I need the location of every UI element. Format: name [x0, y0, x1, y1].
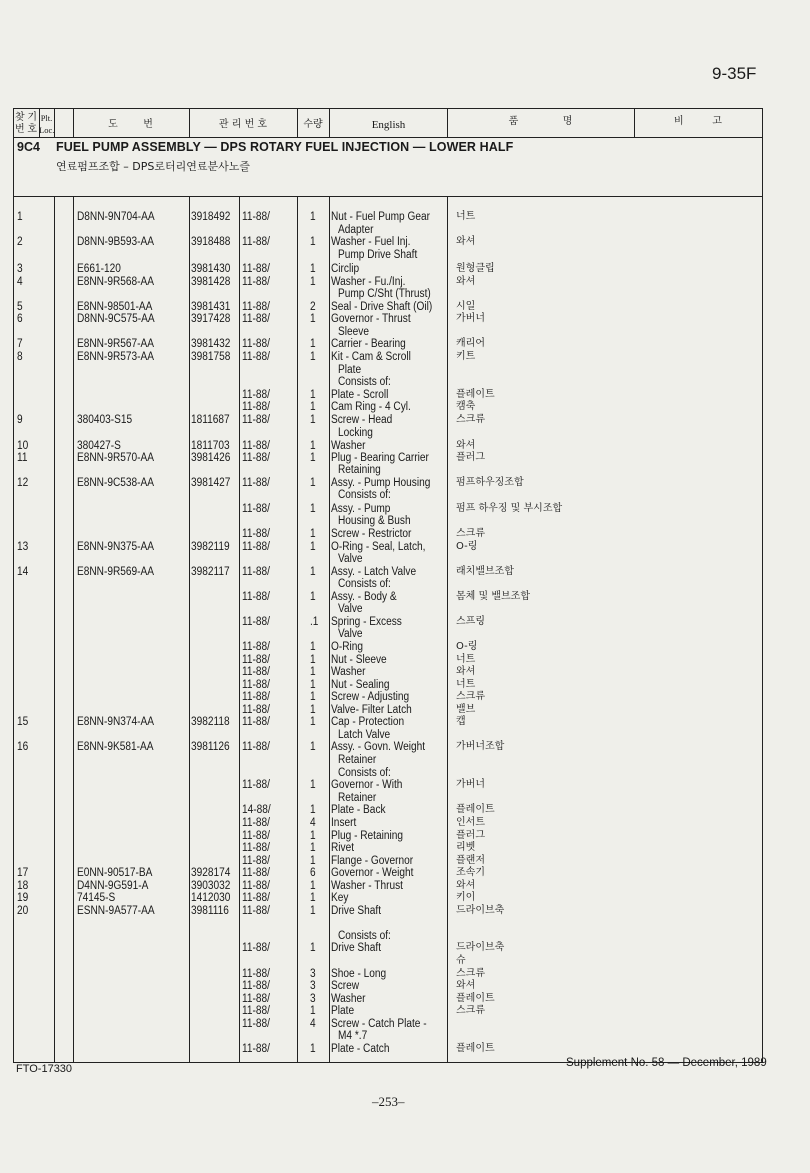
korean-description: 조속기 — [456, 867, 485, 878]
english-description: Consists of: — [338, 376, 391, 388]
korean-description: 너트 — [456, 679, 476, 690]
quantity: 1 — [310, 414, 316, 426]
english-description: M4 *.7 — [338, 1030, 368, 1042]
header-mgmt-no: 관 리 번 호 — [218, 119, 268, 130]
quantity: 1 — [310, 503, 316, 515]
find-number: 1 — [17, 211, 23, 223]
date-code: 11-88/ — [242, 880, 270, 892]
find-number: 8 — [17, 351, 23, 363]
date-code: 11-88/ — [242, 716, 270, 728]
management-number: 1811703 — [191, 440, 230, 452]
quantity: 1 — [310, 452, 316, 464]
part-number: 74145-S — [77, 892, 116, 904]
english-description: Washer - Fu./Inj. — [331, 276, 406, 288]
english-description: Spring - Excess — [331, 616, 402, 628]
management-number: 3982117 — [191, 566, 230, 578]
english-description: Rivet — [331, 842, 355, 854]
date-code: 11-88/ — [242, 842, 270, 854]
english-description: O-Ring - Seal, Latch, — [331, 541, 426, 553]
find-number: 6 — [17, 313, 23, 325]
header-english: English — [371, 119, 406, 131]
col-divider — [239, 196, 240, 1062]
part-number: E8NN-9R573-AA — [77, 351, 155, 363]
korean-description: 플러그 — [456, 452, 485, 463]
date-code: 11-88/ — [242, 338, 270, 350]
date-code: 11-88/ — [242, 741, 270, 753]
management-number: 3981430 — [191, 263, 231, 275]
management-number: 3981126 — [191, 741, 230, 753]
quantity: 1 — [310, 641, 316, 653]
quantity: 1 — [310, 1043, 316, 1055]
english-description: Assy. - Govn. Weight — [331, 741, 426, 753]
quantity: 4 — [310, 817, 316, 829]
english-description: Retainer — [338, 754, 377, 766]
english-description: Governor - Weight — [331, 867, 414, 879]
english-description: Circlip — [331, 263, 360, 275]
korean-description: 드라이브축 — [456, 942, 505, 953]
quantity: 1 — [310, 351, 316, 363]
header-find-no: 찾 기 번 호 — [14, 112, 38, 135]
english-description: Adapter — [338, 224, 374, 236]
korean-description: 플레이트 — [456, 389, 495, 400]
english-description: Screw - Adjusting — [331, 691, 410, 703]
date-code: 11-88/ — [242, 301, 270, 313]
korean-description: 밸브 — [456, 704, 476, 715]
management-number: 3982119 — [191, 541, 230, 553]
english-description: Plug - Retaining — [331, 830, 404, 842]
date-code: 11-88/ — [242, 779, 270, 791]
management-number: 3981116 — [191, 905, 229, 917]
col-divider — [329, 196, 330, 1062]
find-number: 20 — [17, 905, 29, 917]
part-number: D8NN-9N704-AA — [77, 211, 155, 223]
part-number: E0NN-90517-BA — [77, 867, 153, 879]
date-code: 11-88/ — [242, 313, 270, 325]
korean-description: 스크류 — [456, 691, 485, 702]
date-code: 11-88/ — [242, 236, 270, 248]
korean-description: 플레이트 — [456, 1043, 495, 1054]
col-divider — [54, 196, 55, 1062]
find-number: 7 — [17, 338, 23, 350]
quantity: 4 — [310, 1018, 316, 1030]
english-description: Shoe - Long — [331, 968, 387, 980]
korean-description: 인서트 — [456, 817, 485, 828]
find-number: 11 — [17, 452, 28, 464]
find-number: 3 — [17, 263, 23, 275]
quantity: 3 — [310, 993, 316, 1005]
quantity: 1 — [310, 263, 316, 275]
date-code: 11-88/ — [242, 942, 270, 954]
date-code: 11-88/ — [242, 993, 270, 1005]
date-code: 11-88/ — [242, 440, 270, 452]
find-number: 12 — [17, 477, 29, 489]
part-number: E661-120 — [77, 263, 121, 275]
find-number: 17 — [17, 867, 29, 879]
date-code: 11-88/ — [242, 503, 270, 515]
header-korean-name: 품 명 — [508, 116, 573, 127]
header-divider — [14, 137, 762, 138]
english-description: Housing & Bush — [338, 515, 411, 527]
part-number: E8NN-9N375-AA — [77, 541, 155, 553]
english-description: Assy. - Pump Housing — [331, 477, 431, 489]
management-number: 3981431 — [191, 301, 231, 313]
find-number: 16 — [17, 741, 29, 753]
english-description: Consists of: — [338, 489, 391, 501]
english-description: Governor - With — [331, 779, 403, 791]
english-description: Nut - Sealing — [331, 679, 390, 691]
page-number: 9-35F — [712, 64, 757, 83]
date-code: 11-88/ — [242, 616, 270, 628]
quantity: 1 — [310, 892, 316, 904]
date-code: 11-88/ — [242, 830, 270, 842]
quantity: 1 — [310, 741, 316, 753]
part-number: E8NN-9R568-AA — [77, 276, 155, 288]
english-description: Latch Valve — [338, 729, 391, 741]
management-number: 3981432 — [191, 338, 231, 350]
english-description: Retaining — [338, 464, 381, 476]
quantity: 1 — [310, 704, 316, 716]
korean-description: 스프링 — [456, 616, 485, 627]
date-code: 11-88/ — [242, 276, 270, 288]
date-code: 11-88/ — [242, 263, 270, 275]
korean-description: 드라이브축 — [456, 905, 505, 916]
english-description: Kit - Cam & Scroll — [331, 351, 411, 363]
section-code: 9C4 — [17, 140, 40, 154]
korean-description: 스크류 — [456, 968, 485, 979]
quantity: 1 — [310, 236, 316, 248]
date-code: 11-88/ — [242, 541, 270, 553]
header-part-no: 도 번 — [108, 119, 153, 130]
part-number: 380427-S — [77, 440, 121, 452]
quantity: 1 — [310, 477, 316, 489]
english-description: Seal - Drive Shaft (Oil) — [331, 301, 433, 313]
management-number: 3982118 — [191, 716, 230, 728]
find-number: 18 — [17, 880, 29, 892]
part-number: E8NN-9R567-AA — [77, 338, 155, 350]
english-description: Cap - Protection — [331, 716, 405, 728]
date-code: 11-88/ — [242, 566, 270, 578]
english-description: Cam Ring - 4 Cyl. — [331, 401, 411, 413]
korean-description: 가버너 — [456, 313, 485, 324]
quantity: .1 — [310, 616, 319, 628]
quantity: 1 — [310, 654, 316, 666]
english-description: Valve — [338, 553, 363, 565]
quantity: 3 — [310, 968, 316, 980]
date-code: 11-88/ — [242, 905, 270, 917]
quantity: 1 — [310, 779, 316, 791]
quantity: 1 — [310, 942, 316, 954]
korean-description: 캡 — [456, 716, 466, 727]
quantity: 1 — [310, 880, 316, 892]
english-description: Valve — [338, 628, 363, 640]
korean-description: 가버너조합 — [456, 741, 505, 752]
quantity: 1 — [310, 528, 316, 540]
part-number: D4NN-9G591-A — [77, 880, 149, 892]
korean-description: O-링 — [456, 641, 478, 652]
date-code: 11-88/ — [242, 401, 270, 413]
english-description: Washer — [331, 440, 366, 452]
english-description: Sleeve — [338, 326, 369, 338]
find-number: 10 — [17, 440, 29, 452]
english-description: Valve- Filter Latch — [331, 704, 412, 716]
korean-description: 너트 — [456, 211, 476, 222]
part-number: E8NN-9C538-AA — [77, 477, 155, 489]
quantity: 1 — [310, 541, 316, 553]
english-description: Nut - Fuel Pump Gear — [331, 211, 430, 223]
english-description: Valve — [338, 603, 363, 615]
korean-description: 스크류 — [456, 1005, 485, 1016]
find-number: 14 — [17, 566, 29, 578]
korean-description: 와셔 — [456, 880, 476, 891]
english-description: Key — [331, 892, 349, 904]
korean-description: 몸체 및 밸브조합 — [456, 591, 530, 602]
quantity: 1 — [310, 591, 316, 603]
korean-description: 와셔 — [456, 276, 476, 287]
date-code: 11-88/ — [242, 817, 270, 829]
english-description: Assy. - Body & — [331, 591, 397, 603]
quantity: 1 — [310, 211, 316, 223]
quantity: 1 — [310, 691, 316, 703]
col-divider — [297, 196, 298, 1062]
find-number: 19 — [17, 892, 29, 904]
date-code: 11-88/ — [242, 414, 270, 426]
part-number: E8NN-9R569-AA — [77, 566, 155, 578]
quantity: 1 — [310, 666, 316, 678]
quantity: 1 — [310, 440, 316, 452]
english-description: Locking — [338, 427, 373, 439]
date-code: 11-88/ — [242, 867, 270, 879]
quantity: 1 — [310, 679, 316, 691]
korean-description: 슈 — [456, 955, 466, 966]
english-description: Plug - Bearing Carrier — [331, 452, 429, 464]
find-number: 13 — [17, 541, 29, 553]
part-number: E8NN-9K581-AA — [77, 741, 154, 753]
part-number: E8NN-9N374-AA — [77, 716, 155, 728]
english-description: Assy. - Pump — [331, 503, 391, 515]
english-description: Consists of: — [338, 767, 391, 779]
quantity: 1 — [310, 905, 316, 917]
english-description: Retainer — [338, 792, 377, 804]
supplement-note: Supplement No. 58 — December, 1989 — [566, 1057, 767, 1069]
date-code: 11-88/ — [242, 691, 270, 703]
date-code: 11-88/ — [242, 892, 270, 904]
english-description: Assy. - Latch Valve — [331, 566, 417, 578]
english-description: Plate - Catch — [331, 1043, 390, 1055]
quantity: 1 — [310, 389, 316, 401]
management-number: 1412030 — [191, 892, 231, 904]
quantity: 1 — [310, 1005, 316, 1017]
col-divider — [189, 196, 190, 1062]
quantity: 1 — [310, 566, 316, 578]
management-number: 3918488 — [191, 236, 231, 248]
date-code: 11-88/ — [242, 704, 270, 716]
english-description: Washer — [331, 993, 366, 1005]
korean-description: 와셔 — [456, 236, 476, 247]
date-code: 11-88/ — [242, 968, 270, 980]
quantity: 1 — [310, 830, 316, 842]
part-number: ESNN-9A577-AA — [77, 905, 155, 917]
find-number: 15 — [17, 716, 29, 728]
date-code: 11-88/ — [242, 641, 270, 653]
part-number: E8NN-98501-AA — [77, 301, 153, 313]
english-description: Drive Shaft — [331, 942, 382, 954]
english-description: Drive Shaft — [331, 905, 382, 917]
korean-description: 캐리어 — [456, 338, 485, 349]
korean-description: 스크류 — [456, 528, 485, 539]
quantity: 1 — [310, 338, 316, 350]
header-remarks: 비 고 — [674, 116, 722, 127]
korean-description: O-링 — [456, 541, 478, 552]
english-description: Plate — [338, 364, 362, 376]
quantity: 6 — [310, 867, 316, 879]
korean-description: 플레이트 — [456, 804, 495, 815]
english-description: Flange - Governor — [331, 855, 414, 867]
management-number: 1811687 — [191, 414, 230, 426]
english-description: Consists of: — [338, 578, 391, 590]
col-divider — [73, 196, 74, 1062]
date-code: 11-88/ — [242, 477, 270, 489]
english-description: Screw — [331, 980, 360, 992]
date-code: 11-88/ — [242, 855, 270, 867]
find-number: 4 — [17, 276, 23, 288]
date-code: 11-88/ — [242, 666, 270, 678]
korean-description: 스크류 — [456, 414, 485, 425]
english-description: Governor - Thrust — [331, 313, 411, 325]
english-description: Washer — [331, 666, 366, 678]
korean-description: 리벳 — [456, 842, 476, 853]
date-code: 11-88/ — [242, 1018, 270, 1030]
find-number: 9 — [17, 414, 23, 426]
section-title: FUEL PUMP ASSEMBLY — DPS ROTARY FUEL INJECTION — LOWER HALF — [56, 140, 514, 154]
english-description: Pump Drive Shaft — [338, 249, 418, 261]
date-code: 14-88/ — [242, 804, 271, 816]
date-code: 11-88/ — [242, 528, 270, 540]
english-description: Washer - Thrust — [331, 880, 403, 892]
korean-description: 플레이트 — [456, 993, 495, 1004]
find-number: 2 — [17, 236, 23, 248]
part-number: D8NN-9C575-AA — [77, 313, 155, 325]
korean-description: 시일 — [456, 301, 476, 312]
part-number: 380403-S15 — [77, 414, 133, 426]
english-description: Carrier - Bearing — [331, 338, 406, 350]
korean-description: 펌프하우징조합 — [456, 477, 524, 488]
find-number: 5 — [17, 301, 23, 313]
date-code: 11-88/ — [242, 1005, 270, 1017]
management-number: 3917428 — [191, 313, 231, 325]
english-description: Washer - Fuel Inj. — [331, 236, 411, 248]
part-number: D8NN-9B593-AA — [77, 236, 155, 248]
date-code: 11-88/ — [242, 452, 270, 464]
section-divider — [14, 196, 762, 197]
quantity: 1 — [310, 276, 316, 288]
korean-description: 플랜저 — [456, 855, 485, 866]
english-description: Plate - Back — [331, 804, 386, 816]
english-description: Consists of: — [338, 930, 391, 942]
korean-description: 와셔 — [456, 440, 476, 451]
quantity: 1 — [310, 401, 316, 413]
korean-description: 와셔 — [456, 666, 476, 677]
date-code: 11-88/ — [242, 1043, 270, 1055]
date-code: 11-88/ — [242, 980, 270, 992]
document-code: FTO-17330 — [16, 1063, 73, 1075]
english-description: O-Ring — [331, 641, 364, 653]
col-divider — [54, 109, 55, 137]
management-number: 3918492 — [191, 211, 231, 223]
korean-description: 펌프 하우징 및 부시조합 — [456, 503, 563, 514]
quantity: 1 — [310, 313, 316, 325]
korean-description: 플러그 — [456, 830, 485, 841]
english-description: Insert — [331, 817, 357, 829]
korean-description: 키트 — [456, 351, 476, 362]
korean-description: 너트 — [456, 654, 476, 665]
english-description: Screw - Head — [331, 414, 393, 426]
korean-description: 와셔 — [456, 980, 476, 991]
quantity: 1 — [310, 804, 316, 816]
korean-description: 가버너 — [456, 779, 485, 790]
english-description: Screw - Catch Plate - — [331, 1018, 427, 1030]
date-code: 11-88/ — [242, 591, 270, 603]
header-plt-loc: Plt. Loc. — [39, 113, 55, 135]
management-number: 3981428 — [191, 276, 231, 288]
section-title-korean: 연료펌프조합 – DPS로터리연료분사노즐 — [56, 160, 250, 173]
quantity: 3 — [310, 980, 316, 992]
english-description: Nut - Sleeve — [331, 654, 387, 666]
management-number: 3981426 — [191, 452, 231, 464]
date-code: 11-88/ — [242, 351, 270, 363]
korean-description: 키이 — [456, 892, 476, 903]
quantity: 1 — [310, 842, 316, 854]
quantity: 1 — [310, 716, 316, 728]
date-code: 11-88/ — [242, 389, 270, 401]
date-code: 11-88/ — [242, 679, 270, 691]
management-number: 3981758 — [191, 351, 231, 363]
quantity: 2 — [310, 301, 316, 313]
quantity: 1 — [310, 855, 316, 867]
korean-description: 래치밸브조합 — [456, 566, 514, 577]
management-number: 3981427 — [191, 477, 231, 489]
english-description: Plate - Scroll — [331, 389, 389, 401]
english-description: Screw - Restrictor — [331, 528, 412, 540]
english-description: Pump C/Sht (Thrust) — [338, 288, 431, 300]
date-code: 11-88/ — [242, 654, 270, 666]
part-number: E8NN-9R570-AA — [77, 452, 155, 464]
header-qty: 수량 — [303, 119, 323, 130]
management-number: 3903032 — [191, 880, 231, 892]
management-number: 3928174 — [191, 867, 231, 879]
col-divider — [447, 196, 448, 1062]
date-code: 11-88/ — [242, 211, 270, 223]
folio-number: –253– — [372, 1094, 405, 1109]
korean-description: 캠축 — [456, 401, 476, 412]
korean-description: 원형클립 — [456, 263, 495, 274]
english-description: Plate — [331, 1005, 355, 1017]
